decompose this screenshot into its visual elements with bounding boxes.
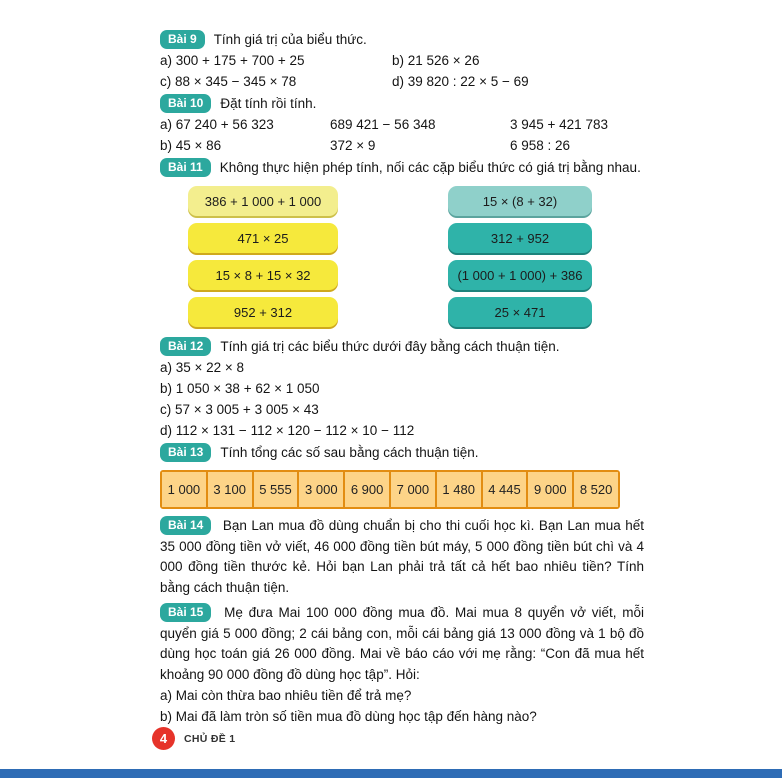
expression: b) 45 × 86 (160, 138, 222, 153)
expression: c) 88 × 345 − 345 × 78 (160, 74, 297, 89)
exercise-title: Tính giá trị các biểu thức dưới đây bằng cách thuận tiện. (220, 339, 560, 354)
exercise-text: Mẹ đưa Mai 100 000 đồng mua đồ. Mai mua 8 quyển vở viết, mỗi quyển giá 5 000 đồng; 2 cái bảng con, mỗi cái bảng giá 13 000 đồng và 1 bộ đồ dùng học toán giá 26 000 đồng. Mai về báo cáo với mẹ rằng: “Con đã mua hết khoảng 90 000 đồng đồ dùng học tập”. Hỏi: (160, 605, 644, 682)
match-box-right-4: 25 × 471 (448, 297, 592, 327)
matching-left-column (188, 186, 338, 327)
exercise-title: Tính giá trị của biểu thức. (213, 32, 367, 47)
footer-label: CHỦ ĐỀ 1 (184, 732, 236, 745)
expression-row (160, 71, 644, 92)
expression: a) 67 240 + 56 323 (160, 117, 274, 132)
number-cell: 8 520 (574, 472, 618, 507)
expression: b) 1 050 × 38 + 62 × 1 050 (160, 381, 320, 396)
match-box-left-1: 386 + 1 000 + 1 000 (188, 186, 338, 216)
expression: 372 × 9 (330, 138, 376, 153)
matching-boxes-area (160, 186, 644, 327)
exercise-badge: Bài 15 (160, 603, 211, 622)
expression: a) 300 + 175 + 700 + 25 (160, 53, 305, 68)
number-cell: 7 000 (391, 472, 435, 507)
exercise-bai-11 (160, 157, 644, 327)
bottom-bar (0, 769, 782, 778)
question-line: a) Mai còn thừa bao nhiêu tiền để trả mẹ? (160, 688, 412, 703)
exercise-header (160, 442, 644, 463)
exercise-title: Tính tổng các số sau bằng cách thuận tiện. (220, 445, 479, 460)
number-cell: 1 000 (162, 472, 206, 507)
match-box-right-2: 312 + 952 (448, 223, 592, 253)
expression: b) 21 526 × 26 (392, 53, 480, 68)
exercise-header (160, 157, 644, 178)
number-cell: 1 480 (437, 472, 481, 507)
expression-row (160, 114, 644, 135)
exercise-bai-13 (160, 442, 644, 509)
match-box-right-1: 15 × (8 + 32) (448, 186, 592, 216)
exercise-bai-14 (160, 516, 644, 598)
number-cell: 9 000 (528, 472, 572, 507)
expression: a) 35 × 22 × 8 (160, 360, 245, 375)
exercise-header (160, 29, 644, 50)
expression-row (160, 50, 644, 71)
expression: d) 112 × 131 − 112 × 120 − 112 × 10 − 112 (160, 423, 415, 438)
matching-right-column (448, 186, 592, 327)
exercise-badge: Bài 11 (160, 158, 211, 177)
expression: c) 57 × 3 005 + 3 005 × 43 (160, 402, 319, 417)
exercise-title: Không thực hiện phép tính, nối các cặp biểu thức có giá trị bằng nhau. (219, 160, 641, 175)
expression: d) 39 820 : 22 × 5 − 69 (392, 74, 529, 89)
expression: 6 958 : 26 (510, 138, 571, 153)
match-box-right-3: (1 000 + 1 000) + 386 (448, 260, 592, 290)
exercise-bai-15 (160, 603, 644, 685)
exercise-header (160, 93, 644, 114)
number-cell: 4 445 (483, 472, 527, 507)
page-number-badge: 4 (152, 727, 175, 750)
number-cell: 3 100 (208, 472, 252, 507)
page-content (160, 28, 644, 727)
match-box-left-3: 15 × 8 + 15 × 32 (188, 260, 338, 290)
exercise-badge: Bài 9 (160, 30, 205, 49)
exercise-bai-10 (160, 93, 644, 156)
exercise-header (160, 336, 644, 357)
exercise-text: Bạn Lan mua đồ dùng chuẩn bị cho thi cuối học kì. Bạn Lan mua hết 35 000 đồng tiền vở viết, 46 000 đồng tiền bút máy, 5 000 đồng tiền bút chì và 4 000 đồng tiền thước kẻ. Hỏi bạn Lan phải trả tất cả hết bao nhiêu tiền? Tính bằng cách thuận tiện. (160, 518, 644, 595)
expression-row (160, 135, 644, 156)
exercise-badge: Bài 12 (160, 337, 211, 356)
expression: 689 421 − 56 348 (330, 117, 436, 132)
exercise-badge: Bài 10 (160, 94, 211, 113)
number-strip (160, 470, 620, 509)
page-footer (152, 727, 235, 750)
match-box-left-2: 471 × 25 (188, 223, 338, 253)
question-line: b) Mai đã làm tròn số tiền mua đồ dùng học tập đến hàng nào? (160, 709, 537, 724)
match-box-left-4: 952 + 312 (188, 297, 338, 327)
number-cell: 6 900 (345, 472, 389, 507)
exercise-badge: Bài 13 (160, 443, 211, 462)
exercise-badge: Bài 14 (160, 516, 211, 535)
exercise-title: Đặt tính rồi tính. (220, 96, 317, 111)
exercise-bai-9 (160, 29, 644, 92)
exercise-bai-12 (160, 336, 644, 441)
expression: 3 945 + 421 783 (510, 117, 608, 132)
number-cell: 3 000 (299, 472, 343, 507)
number-cell: 5 555 (254, 472, 298, 507)
